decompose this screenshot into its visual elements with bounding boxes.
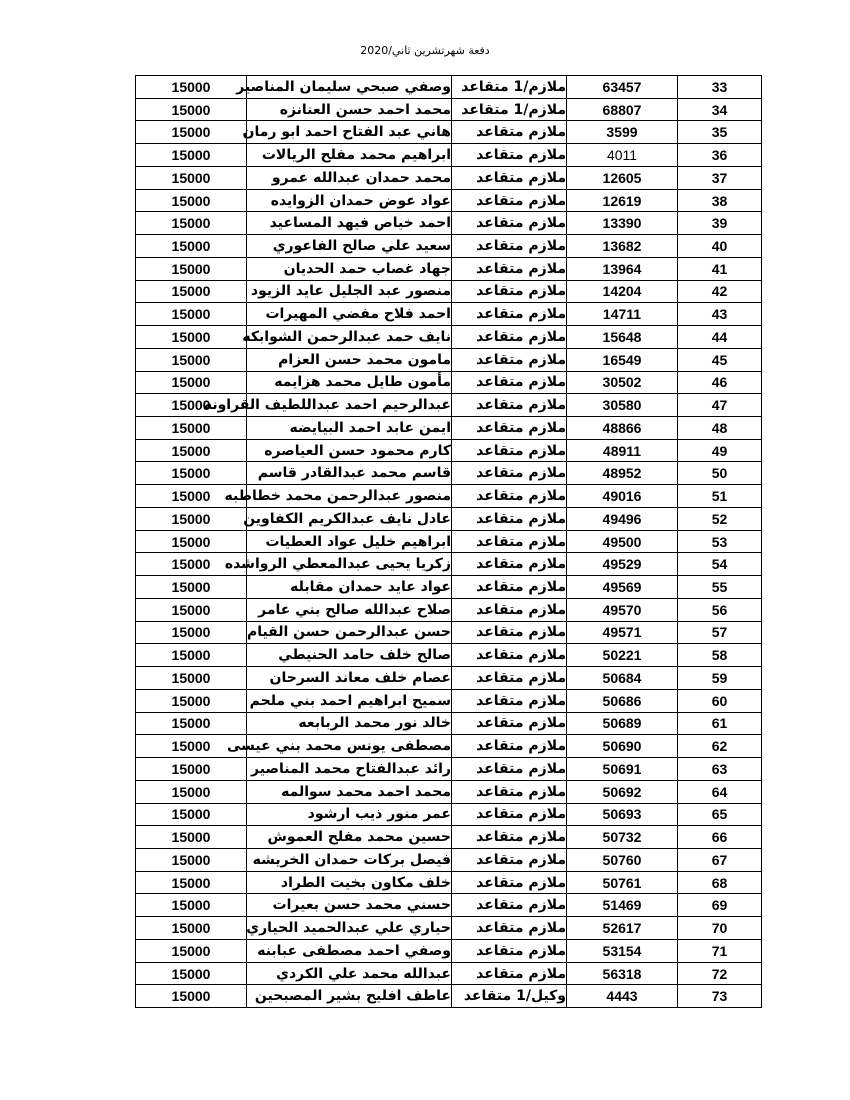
service-id-cell: 49570 [567, 598, 678, 621]
amount-cell: 15000 [136, 507, 247, 530]
service-id-cell: 13390 [567, 212, 678, 235]
table-row [136, 689, 762, 712]
person-name-cell: سعيد علي صالح الفاعوري [247, 235, 452, 258]
person-name-cell: ايمن عابد احمد البيايضه [247, 417, 452, 440]
amount-cell: 15000 [136, 280, 247, 303]
rank-cell: ملازم متقاعد [452, 735, 567, 758]
row-number-cell: 70 [678, 917, 762, 940]
table-row [136, 894, 762, 917]
table-row [136, 644, 762, 667]
person-name-cell: صالح خلف حامد الحنيطي [247, 644, 452, 667]
person-name-cell: نايف حمد عبدالرحمن الشوابكه [247, 326, 452, 349]
person-name-cell: فيصل بركات حمدان الخريشه [247, 848, 452, 871]
service-id-cell: 50692 [567, 780, 678, 803]
row-number-cell: 60 [678, 689, 762, 712]
service-id-cell: 53154 [567, 939, 678, 962]
table-row [136, 371, 762, 394]
amount-cell: 15000 [136, 712, 247, 735]
row-number-cell: 59 [678, 667, 762, 690]
rank-cell: ملازم متقاعد [452, 507, 567, 530]
row-number-cell: 68 [678, 871, 762, 894]
table-row [136, 166, 762, 189]
table-row [136, 621, 762, 644]
row-number-cell: 62 [678, 735, 762, 758]
amount-cell: 15000 [136, 326, 247, 349]
person-name-cell: عصام خلف معاند السرحان [247, 667, 452, 690]
table-row [136, 121, 762, 144]
service-id-cell: 49496 [567, 507, 678, 530]
row-number-cell: 38 [678, 189, 762, 212]
person-name-cell: رائد عبدالفتاح محمد المناصير [247, 758, 452, 781]
rank-cell: ملازم متقاعد [452, 462, 567, 485]
service-id-cell: 50693 [567, 803, 678, 826]
row-number-cell: 48 [678, 417, 762, 440]
amount-cell: 15000 [136, 189, 247, 212]
amount-cell: 15000 [136, 485, 247, 508]
row-number-cell: 66 [678, 826, 762, 849]
service-id-cell: 50689 [567, 712, 678, 735]
row-number-cell: 45 [678, 348, 762, 371]
table-row [136, 780, 762, 803]
rank-cell: ملازم متقاعد [452, 848, 567, 871]
person-name-cell: مأمون طايل محمد هزايمه [247, 371, 452, 394]
table-row [136, 439, 762, 462]
person-name-cell: حياري علي عبدالحميد الحياري [247, 917, 452, 940]
amount-cell: 15000 [136, 621, 247, 644]
rank-cell: ملازم متقاعد [452, 326, 567, 349]
row-number-cell: 49 [678, 439, 762, 462]
rank-cell: ملازم متقاعد [452, 939, 567, 962]
person-name-cell: قاسم محمد عبدالقادر قاسم [247, 462, 452, 485]
service-id-cell: 50686 [567, 689, 678, 712]
service-id-cell: 4011 [567, 144, 678, 167]
service-id-cell: 50732 [567, 826, 678, 849]
amount-cell: 15000 [136, 530, 247, 553]
rank-cell: ملازم متقاعد [452, 962, 567, 985]
row-number-cell: 69 [678, 894, 762, 917]
person-name-cell: خالد نور محمد الربابعه [247, 712, 452, 735]
table-row [136, 553, 762, 576]
row-number-cell: 50 [678, 462, 762, 485]
person-name-cell: احمد خياص فيهد المساعيد [247, 212, 452, 235]
amount-cell: 15000 [136, 166, 247, 189]
service-id-cell: 49571 [567, 621, 678, 644]
rank-cell: ملازم متقاعد [452, 303, 567, 326]
row-number-cell: 37 [678, 166, 762, 189]
rank-cell: ملازم متقاعد [452, 280, 567, 303]
service-id-cell: 16549 [567, 348, 678, 371]
amount-cell: 15000 [136, 553, 247, 576]
table-row [136, 712, 762, 735]
amount-cell: 15000 [136, 735, 247, 758]
person-name-cell: احمد فلاح مفضي المهيرات [247, 303, 452, 326]
rank-cell: ملازم متقاعد [452, 917, 567, 940]
table-row [136, 462, 762, 485]
person-name-cell: هاني عبد الفتاح احمد ابو رمان [247, 121, 452, 144]
row-number-cell: 47 [678, 394, 762, 417]
person-name-cell: حسن عبدالرحمن حسن القيام [247, 621, 452, 644]
row-number-cell: 54 [678, 553, 762, 576]
table-row [136, 280, 762, 303]
amount-cell: 15000 [136, 212, 247, 235]
amount-cell: 15000 [136, 439, 247, 462]
amount-cell: 15000 [136, 667, 247, 690]
table-row [136, 735, 762, 758]
service-id-cell: 50691 [567, 758, 678, 781]
amount-cell: 15000 [136, 985, 247, 1008]
service-id-cell: 30580 [567, 394, 678, 417]
rank-cell: ملازم متقاعد [452, 894, 567, 917]
table-row [136, 76, 762, 99]
table-row [136, 507, 762, 530]
table-row [136, 758, 762, 781]
service-id-cell: 48911 [567, 439, 678, 462]
table-row [136, 667, 762, 690]
roster-body [136, 76, 762, 1008]
service-id-cell: 48952 [567, 462, 678, 485]
table-row [136, 848, 762, 871]
service-id-cell: 50684 [567, 667, 678, 690]
table-row [136, 326, 762, 349]
amount-cell: 15000 [136, 758, 247, 781]
amount-cell: 15000 [136, 144, 247, 167]
amount-cell: 15000 [136, 644, 247, 667]
service-id-cell: 49529 [567, 553, 678, 576]
table-row [136, 803, 762, 826]
row-number-cell: 43 [678, 303, 762, 326]
person-name-cell: جهاد غصاب حمد الحديان [247, 257, 452, 280]
rank-cell: ملازم متقاعد [452, 417, 567, 440]
person-name-cell: مامون محمد حسن العزام [247, 348, 452, 371]
row-number-cell: 46 [678, 371, 762, 394]
rank-cell: ملازم متقاعد [452, 235, 567, 258]
row-number-cell: 33 [678, 76, 762, 99]
amount-cell: 15000 [136, 689, 247, 712]
person-name-cell: عواد عايد حمدان مقابله [247, 576, 452, 599]
service-id-cell: 50760 [567, 848, 678, 871]
person-name-cell: منصور عبد الجليل عايد الزيود [247, 280, 452, 303]
amount-cell: 15000 [136, 894, 247, 917]
service-id-cell: 52617 [567, 917, 678, 940]
rank-cell: ملازم متقاعد [452, 826, 567, 849]
row-number-cell: 63 [678, 758, 762, 781]
service-id-cell: 3599 [567, 121, 678, 144]
service-id-cell: 13682 [567, 235, 678, 258]
service-id-cell: 50761 [567, 871, 678, 894]
person-name-cell: منصور عبدالرحمن محمد خطاطبه [247, 485, 452, 508]
row-number-cell: 42 [678, 280, 762, 303]
table-row [136, 394, 762, 417]
row-number-cell: 39 [678, 212, 762, 235]
row-number-cell: 41 [678, 257, 762, 280]
table-row [136, 98, 762, 121]
rank-cell: ملازم متقاعد [452, 189, 567, 212]
rank-cell: ملازم/1 متقاعد [452, 98, 567, 121]
person-name-cell: عادل نايف عبدالكريم الكفاوين [247, 507, 452, 530]
row-number-cell: 34 [678, 98, 762, 121]
table-row [136, 235, 762, 258]
person-name-cell: ابراهيم محمد مفلح الريالات [247, 144, 452, 167]
service-id-cell: 14711 [567, 303, 678, 326]
table-row [136, 485, 762, 508]
amount-cell: 15000 [136, 917, 247, 940]
service-id-cell: 56318 [567, 962, 678, 985]
rank-cell: ملازم متقاعد [452, 667, 567, 690]
service-id-cell: 13964 [567, 257, 678, 280]
person-name-cell: زكريا يحيى عبدالمعطي الرواشده [247, 553, 452, 576]
rank-cell: ملازم متقاعد [452, 758, 567, 781]
service-id-cell: 14204 [567, 280, 678, 303]
row-number-cell: 65 [678, 803, 762, 826]
service-id-cell: 49500 [567, 530, 678, 553]
roster-table [135, 75, 762, 1008]
table-row [136, 871, 762, 894]
row-number-cell: 71 [678, 939, 762, 962]
row-number-cell: 67 [678, 848, 762, 871]
amount-cell: 15000 [136, 780, 247, 803]
rank-cell: ملازم متقاعد [452, 576, 567, 599]
rank-cell: ملازم متقاعد [452, 644, 567, 667]
amount-cell: 15000 [136, 121, 247, 144]
rank-cell: ملازم متقاعد [452, 871, 567, 894]
row-number-cell: 56 [678, 598, 762, 621]
amount-cell: 15000 [136, 462, 247, 485]
table-row [136, 598, 762, 621]
table-row [136, 826, 762, 849]
rank-cell: ملازم متقاعد [452, 530, 567, 553]
person-name-cell: حسني محمد حسن بعيرات [247, 894, 452, 917]
person-name-cell: عواد عوض حمدان الزوايده [247, 189, 452, 212]
table-row [136, 189, 762, 212]
amount-cell: 15000 [136, 939, 247, 962]
rank-cell: ملازم متقاعد [452, 712, 567, 735]
person-name-cell: عاطف افليح بشير المصبحين [247, 985, 452, 1008]
amount-cell: 15000 [136, 848, 247, 871]
person-name-cell: عبدالرحيم احمد عبداللطيف القراونه [247, 394, 452, 417]
rank-cell: ملازم متقاعد [452, 212, 567, 235]
service-id-cell: 51469 [567, 894, 678, 917]
amount-cell: 15000 [136, 235, 247, 258]
service-id-cell: 49016 [567, 485, 678, 508]
person-name-cell: حسين محمد مفلح العموش [247, 826, 452, 849]
person-name-cell: خلف مكاون بخيت الطراد [247, 871, 452, 894]
service-id-cell: 4443 [567, 985, 678, 1008]
rank-cell: ملازم متقاعد [452, 485, 567, 508]
rank-cell: ملازم متقاعد [452, 553, 567, 576]
amount-cell: 15000 [136, 826, 247, 849]
row-number-cell: 58 [678, 644, 762, 667]
person-name-cell: محمد احمد حسن العنانزه [247, 98, 452, 121]
rank-cell: ملازم متقاعد [452, 394, 567, 417]
person-name-cell: كارم محمود حسن العياصره [247, 439, 452, 462]
person-name-cell: وصفي احمد مصطفى عبابنه [247, 939, 452, 962]
table-row [136, 985, 762, 1008]
rank-cell: ملازم متقاعد [452, 803, 567, 826]
service-id-cell: 50690 [567, 735, 678, 758]
table-row [136, 530, 762, 553]
table-row [136, 212, 762, 235]
amount-cell: 15000 [136, 598, 247, 621]
row-number-cell: 52 [678, 507, 762, 530]
person-name-cell: محمد احمد محمد سوالمه [247, 780, 452, 803]
row-number-cell: 40 [678, 235, 762, 258]
rank-cell: ملازم متقاعد [452, 598, 567, 621]
service-id-cell: 49569 [567, 576, 678, 599]
person-name-cell: ابراهيم خليل عواد العطيات [247, 530, 452, 553]
table-row [136, 917, 762, 940]
amount-cell: 15000 [136, 576, 247, 599]
table-row [136, 576, 762, 599]
row-number-cell: 73 [678, 985, 762, 1008]
amount-cell: 15000 [136, 98, 247, 121]
table-row [136, 257, 762, 280]
amount-cell: 15000 [136, 348, 247, 371]
rank-cell: ملازم متقاعد [452, 621, 567, 644]
rank-cell: ملازم متقاعد [452, 371, 567, 394]
person-name-cell: عبدالله محمد علي الكردي [247, 962, 452, 985]
row-number-cell: 53 [678, 530, 762, 553]
service-id-cell: 15648 [567, 326, 678, 349]
rank-cell: ملازم متقاعد [452, 439, 567, 462]
service-id-cell: 12619 [567, 189, 678, 212]
rank-cell: ملازم متقاعد [452, 144, 567, 167]
row-number-cell: 51 [678, 485, 762, 508]
rank-cell: ملازم/1 متقاعد [452, 76, 567, 99]
service-id-cell: 63457 [567, 76, 678, 99]
person-name-cell: مصطفى يونس محمد بني عيسى [247, 735, 452, 758]
rank-cell: ملازم متقاعد [452, 780, 567, 803]
amount-cell: 15000 [136, 76, 247, 99]
amount-cell: 15000 [136, 257, 247, 280]
amount-cell: 15000 [136, 394, 247, 417]
service-id-cell: 48866 [567, 417, 678, 440]
table-row [136, 348, 762, 371]
person-name-cell: صلاح عبدالله صالح بني عامر [247, 598, 452, 621]
row-number-cell: 55 [678, 576, 762, 599]
amount-cell: 15000 [136, 803, 247, 826]
rank-cell: ملازم متقاعد [452, 348, 567, 371]
row-number-cell: 36 [678, 144, 762, 167]
person-name-cell: عمر منور ذيب ارشود [247, 803, 452, 826]
row-number-cell: 61 [678, 712, 762, 735]
page-title: دفعة شهرتشرين ثاني/2020 [360, 44, 490, 57]
table-row [136, 939, 762, 962]
amount-cell: 15000 [136, 417, 247, 440]
rank-cell: ملازم متقاعد [452, 689, 567, 712]
row-number-cell: 72 [678, 962, 762, 985]
table-row [136, 303, 762, 326]
rank-cell: ملازم متقاعد [452, 121, 567, 144]
person-name-cell: سميح ابراهيم احمد بني ملحم [247, 689, 452, 712]
table-row [136, 144, 762, 167]
service-id-cell: 68807 [567, 98, 678, 121]
person-name-cell: وصفي صبحي سليمان المناصير [247, 76, 452, 99]
service-id-cell: 30502 [567, 371, 678, 394]
amount-cell: 15000 [136, 371, 247, 394]
row-number-cell: 64 [678, 780, 762, 803]
service-id-cell: 12605 [567, 166, 678, 189]
amount-cell: 15000 [136, 871, 247, 894]
rank-cell: ملازم متقاعد [452, 166, 567, 189]
rank-cell: وكيل/1 متقاعد [452, 985, 567, 1008]
row-number-cell: 57 [678, 621, 762, 644]
row-number-cell: 35 [678, 121, 762, 144]
table-row [136, 417, 762, 440]
table-row [136, 962, 762, 985]
amount-cell: 15000 [136, 962, 247, 985]
row-number-cell: 44 [678, 326, 762, 349]
amount-cell: 15000 [136, 303, 247, 326]
rank-cell: ملازم متقاعد [452, 257, 567, 280]
service-id-cell: 50221 [567, 644, 678, 667]
person-name-cell: محمد حمدان عبدالله عمرو [247, 166, 452, 189]
